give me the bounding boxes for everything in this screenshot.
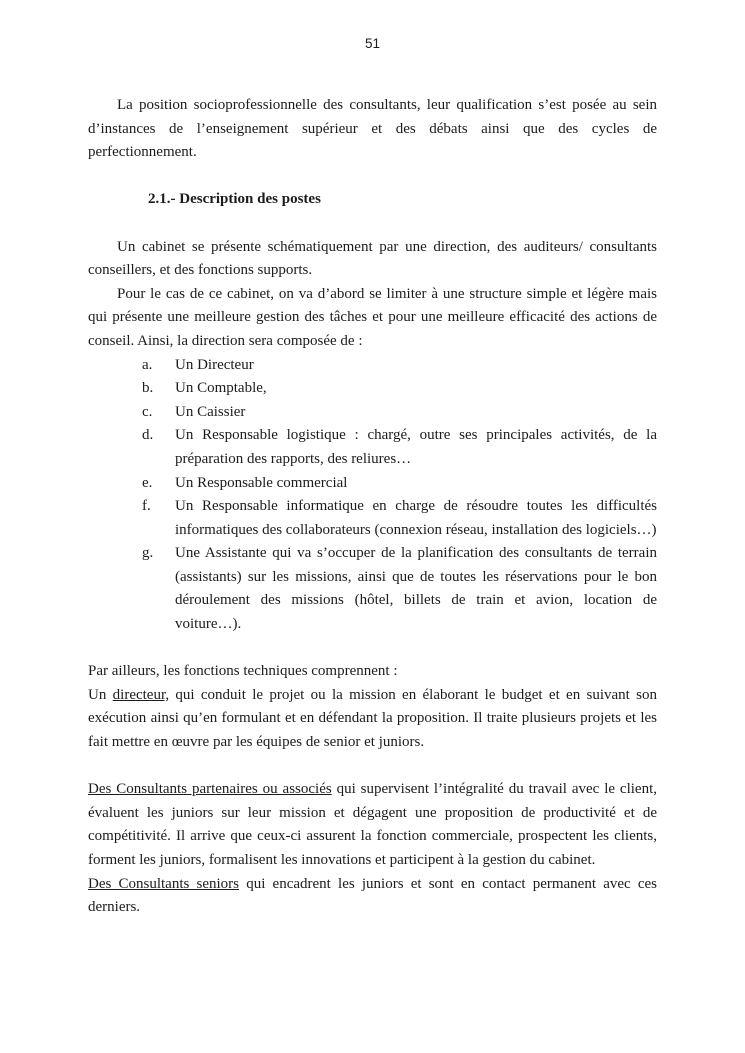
partenaires-rest: qui supervisent l’intégralité du travail avec le client, évaluent les juniors sur leur mission et dégagent une proposition de productivité et de compétitivité. Il arrive que ceux-ci assurent la fonction commerciale, prospectent les clients, forment les juniors, formalisent les innovations et participent à la gestion du cabinet. [88,781,657,868]
paragraph-cabinet: Un cabinet se présente schématiquement par une direction, des auditeurs/ consultants conseillers, et des fonctions supports. [88,238,657,279]
list-item-text: Un Responsable informatique en charge de résoudre toutes les difficultés informatiques des collaborateurs (connexion réseau, installation des logiciels…) [175,498,657,538]
paragraph-fonctions: Par ailleurs, les fonctions techniques comprennent : [88,663,398,680]
list-item [142,377,657,401]
partenaires-underlined: Des Consultants partenaires ou associés [88,781,332,798]
list-marker: f. [142,498,151,515]
section-heading: 2.1.- Description des postes [148,191,321,208]
list-marker: a. [142,356,153,373]
list-item-text: Un Comptable, [175,380,267,397]
list-item [142,472,657,496]
list-item-text: Une Assistante qui va s’occuper de la planification des consultants de terrain (assistants) sur les missions, ainsi que de toutes les réservations pour le bon déroulement des missions (hôtel, billets de train et avion, location de voiture…). [175,545,657,633]
list-marker: b. [142,380,154,397]
directeur-rest: qui conduit le projet ou la mission en élaborant le budget et en suivant son exécution ainsi qu’en formulant et en défendant la proposition. Il traite plusieurs projets et les fait mettre en œuvre par les équipes de senior et juniors. [88,686,657,751]
directeur-lead: Un [88,686,113,703]
list-item [142,424,657,471]
list-item-text: Un Caissier [175,403,246,420]
paragraph-structure: Pour le cas de ce cabinet, on va d’abord se limiter à une structure simple et légère mais qui présente une meilleure gestion des tâches et pour une meilleure efficacité des actions de conseil. Ainsi, la direction sera composée de : [88,285,657,349]
list-item [142,401,657,425]
paragraph-seniors [88,873,657,920]
list-marker: g. [142,545,154,562]
spacer [88,165,657,189]
spacer [88,637,657,661]
paragraph-intro: La position socioprofessionnelle des consultants, leur qualification s’est posée au sein d’instances de l’enseignement supérieur et des débats ainsi que des cycles de perfectionnement. [88,97,657,161]
list-item [142,495,657,542]
spacer [88,212,657,236]
list-item-text: Un Responsable commercial [175,474,348,491]
list-marker: c. [142,403,153,420]
page-number: 51 [364,36,381,51]
list-item [142,542,657,636]
directeur-underlined: directeur, [112,686,170,703]
list-marker: d. [142,427,154,444]
list-item-text: Un Directeur [175,356,254,373]
page-content [88,94,657,920]
list-marker: e. [142,474,153,491]
positions-list [88,354,657,637]
list-item [142,354,657,378]
seniors-rest: qui encadrent les juniors et sont en contact permanent avec ces derniers. [88,875,657,916]
paragraph-partenaires [88,778,657,872]
seniors-underlined: Des Consultants seniors [88,875,240,892]
paragraph-directeur [88,684,657,755]
list-item-text: Un Responsable logistique : chargé, outre ses principales activités, de la préparation des rapports, des reliures… [175,427,657,467]
spacer [88,755,657,779]
